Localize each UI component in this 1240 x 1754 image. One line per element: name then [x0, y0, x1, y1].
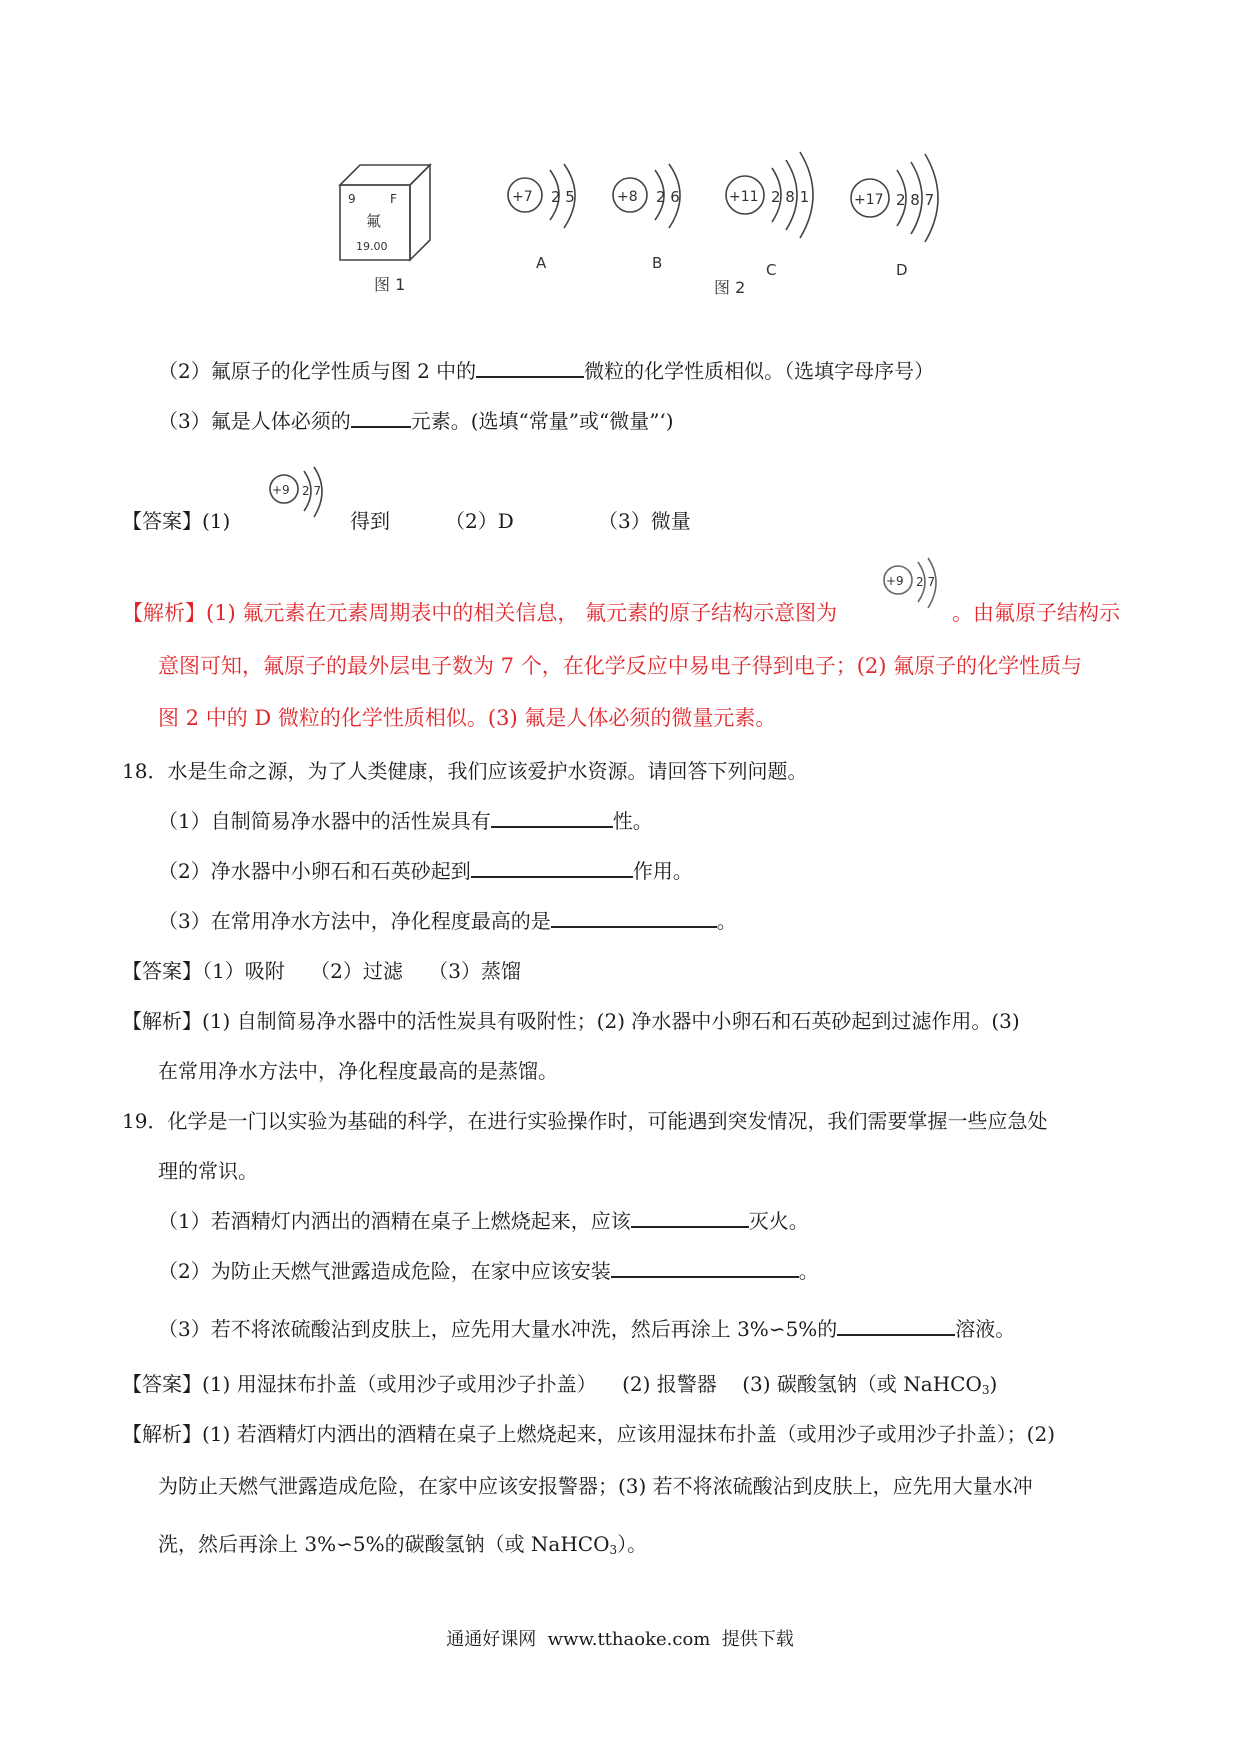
q17-part2 [158, 355, 934, 384]
atom-c-nucleus: +11 [729, 189, 759, 205]
q17-answer-2: （2）D [445, 509, 514, 533]
q17-answer-3: （3）微量 [598, 509, 691, 533]
q19-part1-text-a: （1）若酒精灯内洒出的酒精在桌子上燃烧起来，应该 [158, 1209, 631, 1233]
q17-answer [122, 505, 230, 534]
q19-analysis-line2: 为防止天燃气泄露造成危险，在家中应该安报警器；(3) 若不将浓硫酸沾到皮肤上，应先用大量水冲 [158, 1474, 1033, 1498]
q17-answer-diagram [262, 465, 332, 530]
q19-analysis-line1 [122, 1418, 1055, 1447]
figure-area [330, 150, 970, 345]
atom-diagram-d [851, 154, 938, 279]
atom-c-shells: 2 8 1 [771, 188, 810, 206]
q19-part1-text-b: 灭火。 [748, 1209, 809, 1233]
fluorine-nucleus: +9 [272, 483, 290, 497]
q18-part3-text-b: 。 [716, 909, 737, 933]
q18-part1-text-a: （1）自制简易净水器中的活性炭具有 [158, 809, 491, 833]
element-mass: 19.00 [356, 240, 388, 253]
atom-c-label: C [766, 261, 777, 279]
atom-a-label: A [536, 254, 547, 272]
fluorine-atom-diagram [262, 465, 332, 525]
q19-answer-text: (1) 用湿抹布扑盖（或用沙子或用沙子扑盖） (2) 报警器 (3) 碳酸氢钠（或 NaHCO [202, 1372, 982, 1396]
q18-answer [122, 955, 521, 984]
q18-part2-blank[interactable] [471, 856, 633, 878]
q17-part3-text-b: 元素。(选填“常量”或“微量”‘) [410, 409, 674, 433]
q18-part3-blank[interactable] [551, 906, 717, 928]
atom-b-shells: 2 6 [656, 188, 680, 206]
q17-analysis-l1a: (1) 氟元素在元素周期表中的相关信息， 氟元素的原子结构示意图为 [206, 601, 838, 625]
q18-part2-text-b: 作用。 [632, 859, 693, 883]
q17-answer-get: 得到 [350, 509, 390, 533]
atom-b-label: B [652, 254, 663, 272]
q19-analysis-l3b: ）。 [617, 1532, 648, 1556]
atom-diagram-b [613, 164, 680, 272]
atom-d-shells: 2 8 7 [896, 191, 935, 209]
atom-a-shells: 2 5 [551, 188, 575, 206]
atom-a-nucleus: +7 [512, 189, 533, 205]
q17-part2-blank[interactable] [476, 356, 584, 378]
q17-part3-text-a: （3）氟是人体必须的 [158, 409, 351, 433]
atom-diagram-a [508, 164, 575, 272]
q18-answer-tag: 【答案】 [122, 959, 202, 983]
q17-answer-tag: 【答案】 [122, 509, 202, 533]
atom-d-label: D [896, 261, 908, 279]
q18-analysis-line2: 在常用净水方法中，净化程度最高的是蒸馏。 [158, 1059, 558, 1083]
q18-analysis-tag: 【解析】 [122, 1009, 202, 1033]
q18-part2-text-a: （2）净水器中小卵石和石英砂起到 [158, 859, 471, 883]
q19-part2-text-a: （2）为防止天燃气泄露造成危险，在家中应该安装 [158, 1259, 611, 1283]
q19-part3-text-b: 溶液。 [955, 1317, 1016, 1341]
q18-stem: 18．水是生命之源，为了人类健康，我们应该爱护水资源。请回答下列问题。 [122, 759, 808, 783]
q18-part3 [158, 905, 737, 934]
q18-part3-text-a: （3）在常用净水方法中，净化程度最高的是 [158, 909, 551, 933]
atom-figure [330, 150, 970, 340]
q19-part1 [158, 1205, 809, 1234]
q18-part1 [158, 805, 653, 834]
q19-analysis-tag: 【解析】 [122, 1422, 202, 1446]
fluorine-atom-diagram-analysis [876, 556, 946, 616]
fluorine-nucleus-analysis: +9 [886, 574, 904, 588]
periodic-table-cell-box [340, 165, 430, 260]
q19-analysis-sub: 3 [609, 1543, 618, 1557]
q18-answer-text: （1）吸附 （2）过滤 （3）蒸馏 [202, 959, 522, 983]
q19-answer-tag: 【答案】 [122, 1372, 202, 1396]
q18-analysis-l1: (1) 自制简易净水器中的活性炭具有吸附性；(2) 净水器中小卵石和石英砂起到过滤作用。(3) [202, 1009, 1020, 1033]
q17-analysis-diagram [876, 556, 946, 621]
element-name: 氟 [366, 212, 382, 230]
page-footer: 通通好课网 www.tthaoke.com 提供下载 [446, 1629, 794, 1650]
q17-analysis-l1b: 。由氟原子结构示 [952, 601, 1120, 625]
q19-analysis-l3a: 洗，然后再涂上 3%∽5%的碳酸氢钠（或 NaHCO [158, 1532, 610, 1556]
q17-analysis-line1 [122, 597, 837, 627]
atom-diagram-c [726, 152, 813, 279]
q17-answer-1: (1) [202, 509, 231, 533]
q18-part2 [158, 855, 693, 884]
q19-part2 [158, 1255, 819, 1284]
q17-part2-text-b: 微粒的化学性质相似。（选填字母序号） [584, 359, 935, 383]
q18-part1-blank[interactable] [491, 806, 613, 828]
fluorine-shells-analysis: 2 7 [916, 575, 936, 589]
q17-part3 [158, 405, 674, 434]
q19-analysis-l1: (1) 若酒精灯内洒出的酒精在桌子上燃烧起来，应该用湿抹布扑盖（或用沙子或用沙子扑盖）；(2) [202, 1422, 1056, 1446]
q19-part1-blank[interactable] [631, 1206, 749, 1228]
q17-part3-blank[interactable] [351, 406, 411, 428]
q18-analysis-line1 [122, 1005, 1020, 1034]
q17-analysis-line2: 意图可知，氟原子的最外层电子数为 7 个，在化学反应中易电子得到电子；(2) 氟原子的化学性质与 [158, 654, 1083, 678]
q19-analysis-line3 [158, 1528, 647, 1557]
atom-d-nucleus: +17 [854, 192, 884, 208]
q19-part3-blank[interactable] [837, 1314, 955, 1336]
q18-part1-text-b: 性。 [612, 809, 653, 833]
q19-answer-end: ) [989, 1372, 998, 1396]
fluorine-shells: 2 7 [302, 484, 322, 498]
fig2-caption: 图 2 [714, 278, 746, 297]
q19-answer-sub: 3 [981, 1383, 990, 1397]
q19-stem-line1: 19．化学是一门以实验为基础的科学，在进行实验操作时，可能遇到突发情况，我们需要掌握一些应急处 [122, 1109, 1048, 1133]
q17-analysis-tag: 【解析】 [122, 601, 206, 625]
q19-part2-text-b: 。 [798, 1259, 819, 1283]
q19-part3-text-a: （3）若不将浓硫酸沾到皮肤上，应先用大量水冲洗，然后再涂上 3%∽5%的 [158, 1317, 838, 1341]
q19-part3 [158, 1313, 1015, 1342]
q19-part2-blank[interactable] [611, 1256, 799, 1278]
element-number: 9 [348, 192, 356, 206]
q19-stem-line2: 理的常识。 [158, 1159, 258, 1183]
q19-answer [122, 1368, 997, 1397]
q17-part2-text-a: （2）氟原子的化学性质与图 2 中的 [158, 359, 477, 383]
element-symbol: F [390, 192, 397, 206]
atom-b-nucleus: +8 [617, 189, 638, 205]
fig1-caption: 图 1 [374, 275, 406, 294]
q17-analysis-line3: 图 2 中的 D 微粒的化学性质相似。(3) 氟是人体必须的微量元素。 [158, 706, 777, 730]
